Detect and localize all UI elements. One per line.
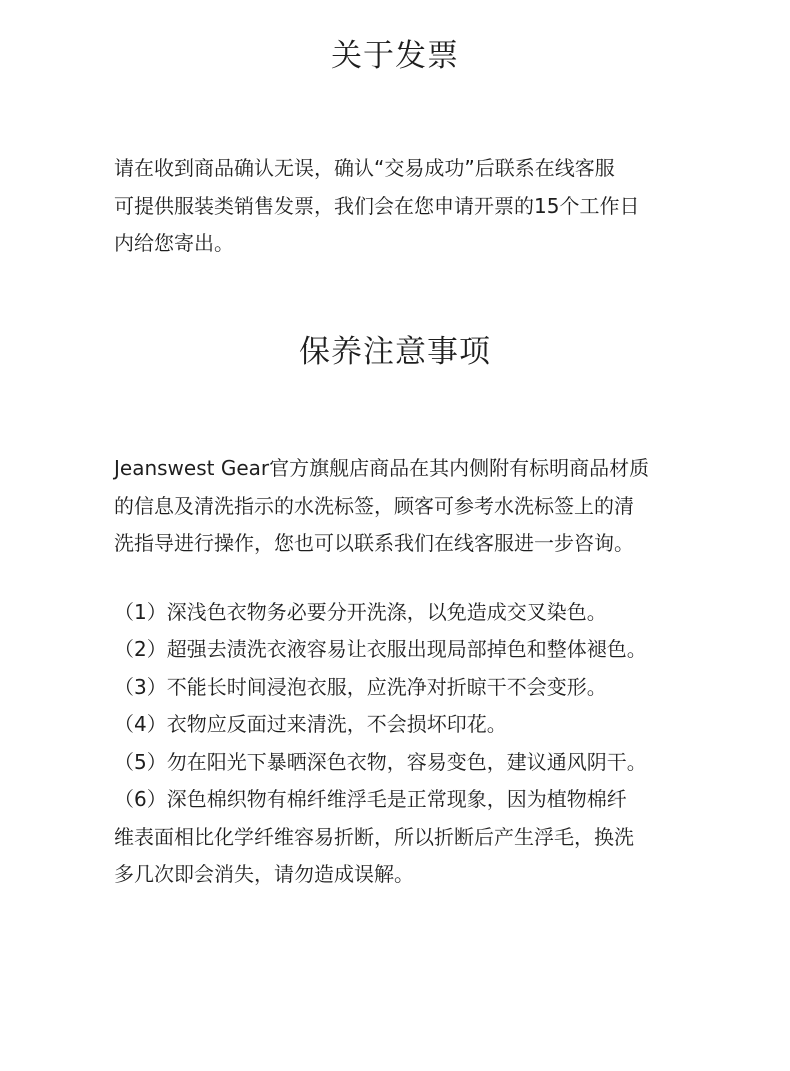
care-section-title: 保养注意事项 <box>299 334 491 370</box>
invoice-section-title: 关于发票 <box>331 38 459 74</box>
care-note-line: 维表面相比化学纤维容易折断，所以折断后产生浮毛，换洗 <box>114 825 634 849</box>
care-intro-line: Jeanswest Gear官方旗舰店商品在其内侧附有标明商品材质 <box>114 456 650 480</box>
care-note-line: （6）深色棉织物有棉纤维浮毛是正常现象，因为植物棉纤 <box>114 787 627 811</box>
care-note-line: （2）超强去渍洗衣液容易让衣服出现局部掉色和整体褪色。 <box>114 637 647 661</box>
care-note-line: 多几次即会消失，请勿造成误解。 <box>114 862 414 886</box>
invoice-text-line: 请在收到商品确认无误，确认“交易成功”后联系在线客服 <box>114 156 615 180</box>
care-note-line: （1）深浅色衣物务必要分开洗涤，以免造成交叉染色。 <box>114 600 607 624</box>
care-note-line: （5）勿在阳光下暴晒深色衣物，容易变色，建议通风阴干。 <box>114 750 647 774</box>
care-note-line: （4）衣物应反面过来清洗，不会损坏印花。 <box>114 712 507 736</box>
invoice-text-line: 可提供服装类销售发票，我们会在您申请开票的15个工作日 <box>114 194 640 218</box>
care-note-line: （3）不能长时间浸泡衣服，应洗净对折晾干不会变形。 <box>114 675 607 699</box>
care-intro-line: 的信息及清洗指示的水洗标签，顾客可参考水洗标签上的清 <box>114 494 634 518</box>
invoice-text-line: 内给您寄出。 <box>114 231 234 255</box>
care-intro-line: 洗指导进行操作，您也可以联系我们在线客服进一步咨询。 <box>114 531 634 555</box>
